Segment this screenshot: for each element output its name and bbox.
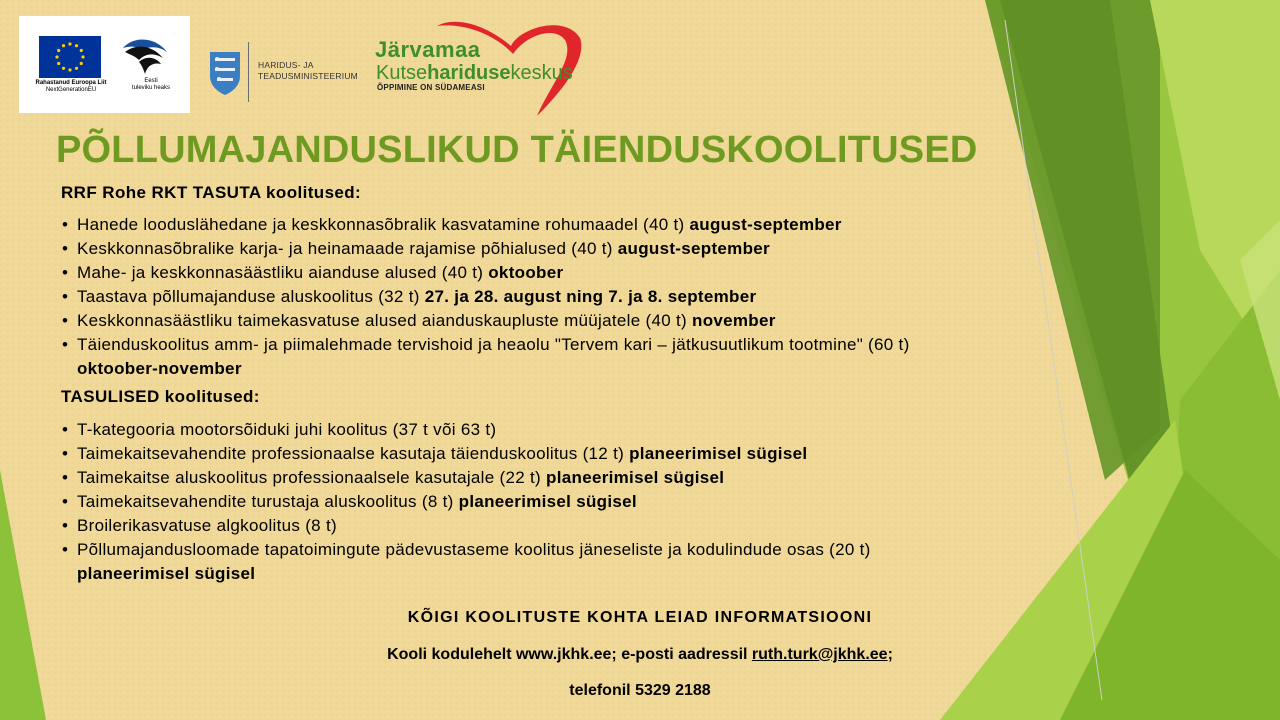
eesti-caption: [123, 78, 179, 92]
eu-caption: [27, 80, 115, 94]
free-course-item: [60, 261, 910, 285]
ministry-line1: HARIDUS- JA: [258, 60, 314, 70]
eesti-caption-line1: Eesti: [144, 78, 158, 84]
three-lions-coat-of-arms-icon: [208, 50, 242, 96]
free-course-item-date: august-september: [617, 239, 770, 258]
paid-course-item-text: Broilerikasvatuse algkoolitus (8 t): [77, 516, 337, 535]
paid-course-item-text: Taimekaitsevahendite turustaja aluskoolitus (8 t): [77, 492, 459, 511]
paid-courses-list: [60, 418, 871, 586]
eu-caption-line1: Rahastanud Euroopa Liit: [35, 80, 107, 86]
free-course-item-date: november: [692, 311, 776, 330]
school-logo: [375, 18, 580, 118]
paid-course-item-date: planeerimisel sügisel: [458, 492, 637, 511]
paid-course-item-date: planeerimisel sügisel: [629, 444, 808, 463]
paid-course-item: [60, 514, 871, 538]
school-name-part-a: Kutse: [376, 62, 428, 84]
free-course-item-date: 27. ja 28. august ning 7. ja 8. september: [424, 287, 757, 306]
ministry-divider: [248, 42, 249, 102]
free-course-item-text: Täienduskoolitus amm- ja piimalehmade tervishoid ja heaolu "Tervem kari – jätkusuutlikum tootmine" (60 t): [77, 335, 910, 354]
paid-course-item-date: planeerimisel sügisel: [77, 564, 256, 583]
ministry-logo: [208, 42, 358, 104]
free-section-heading: RRF Rohe RKT TASUTA koolitused:: [61, 183, 362, 202]
eesti-swallow-icon: [119, 34, 171, 82]
footer-info-heading: [0, 609, 1280, 627]
footer-contact-suffix: ;: [887, 646, 893, 663]
paid-course-item-text: Taimekaitsevahendite professionaalse kasutaja täienduskoolitus (12 t): [77, 444, 630, 463]
paid-course-item: [60, 442, 871, 466]
paid-course-item: [60, 490, 871, 514]
footer-phone: telefonil 5329 2188: [569, 682, 711, 699]
school-name-line2: [376, 62, 573, 84]
school-name-part-c: keskus: [510, 62, 573, 84]
paid-course-item-text: Taimekaitse aluskoolitus professionaalsele kasutajale (22 t): [77, 468, 547, 487]
eesti-caption-line2: tuleviku heaks: [131, 85, 171, 91]
eu-caption-line2: NextGenerationEU: [45, 87, 97, 93]
free-course-item-date: oktoober: [488, 263, 564, 282]
ministry-name: [258, 60, 358, 82]
free-course-item-text: Keskkonnasäästliku taimekasvatuse alused aianduskaupluste müüjatele (40 t): [77, 311, 693, 330]
email-link[interactable]: ruth.turk@jkhk.ee: [751, 646, 888, 663]
paid-course-item-text: T-kategooria mootorsõiduki juhi koolitus (37 t või 63 t): [77, 420, 497, 439]
ministry-line2: TEADUSMINISTEERIUM: [258, 71, 358, 81]
eu-funding-logo: [19, 16, 190, 113]
school-tagline: ÕPPIMINE ON SÜDAMEASI: [377, 83, 485, 92]
paid-section-heading: TASULISED koolitused:: [61, 387, 260, 406]
footer-contact-prefix: Kooli kodulehelt www.jkhk.ee; e-posti aadressil: [387, 646, 752, 663]
school-name-part-b: hariduse: [427, 62, 511, 84]
school-name-line1: Järvamaa: [375, 37, 481, 62]
footer-contact: [0, 646, 1280, 664]
paid-course-item-text: Põllumajandusloomade tapatoimingute pädevustaseme koolitus jäneseliste ja kodulindude osas (20 t): [77, 540, 871, 559]
paid-course-item: [60, 466, 871, 490]
page-title: PÕLLUMAJANDUSLIKUD TÄIENDUSKOOLITUSED: [56, 129, 978, 171]
paid-course-item-date: planeerimisel sügisel: [546, 468, 725, 487]
free-course-item-text: Keskkonnasõbralike karja- ja heinamaade rajamise põhialused (40 t): [77, 239, 618, 258]
eu-flag-icon: [39, 36, 101, 78]
free-course-item: [60, 213, 910, 237]
free-course-item: [60, 309, 910, 333]
free-course-item-text: Hanede looduslähedane ja keskkonnasõbralik kasvatamine rohumaadel (40 t): [77, 215, 690, 234]
free-course-item-date: oktoober-november: [77, 359, 242, 378]
free-course-item-date: august-september: [689, 215, 842, 234]
footer-info-text: KÕIGI KOOLITUSTE KOHTA LEIAD INFORMATSIOONI: [407, 609, 873, 626]
free-course-item: [60, 237, 910, 261]
paid-course-item: [60, 418, 871, 442]
free-course-item: [60, 285, 910, 309]
free-courses-list: [60, 213, 910, 381]
free-course-item-text: Taastava põllumajanduse aluskoolitus (32 t): [77, 287, 425, 306]
paid-course-item: [60, 538, 871, 586]
free-course-item-text: Mahe- ja keskkonnasäästliku aianduse alused (40 t): [77, 263, 489, 282]
free-course-item: [60, 333, 910, 381]
